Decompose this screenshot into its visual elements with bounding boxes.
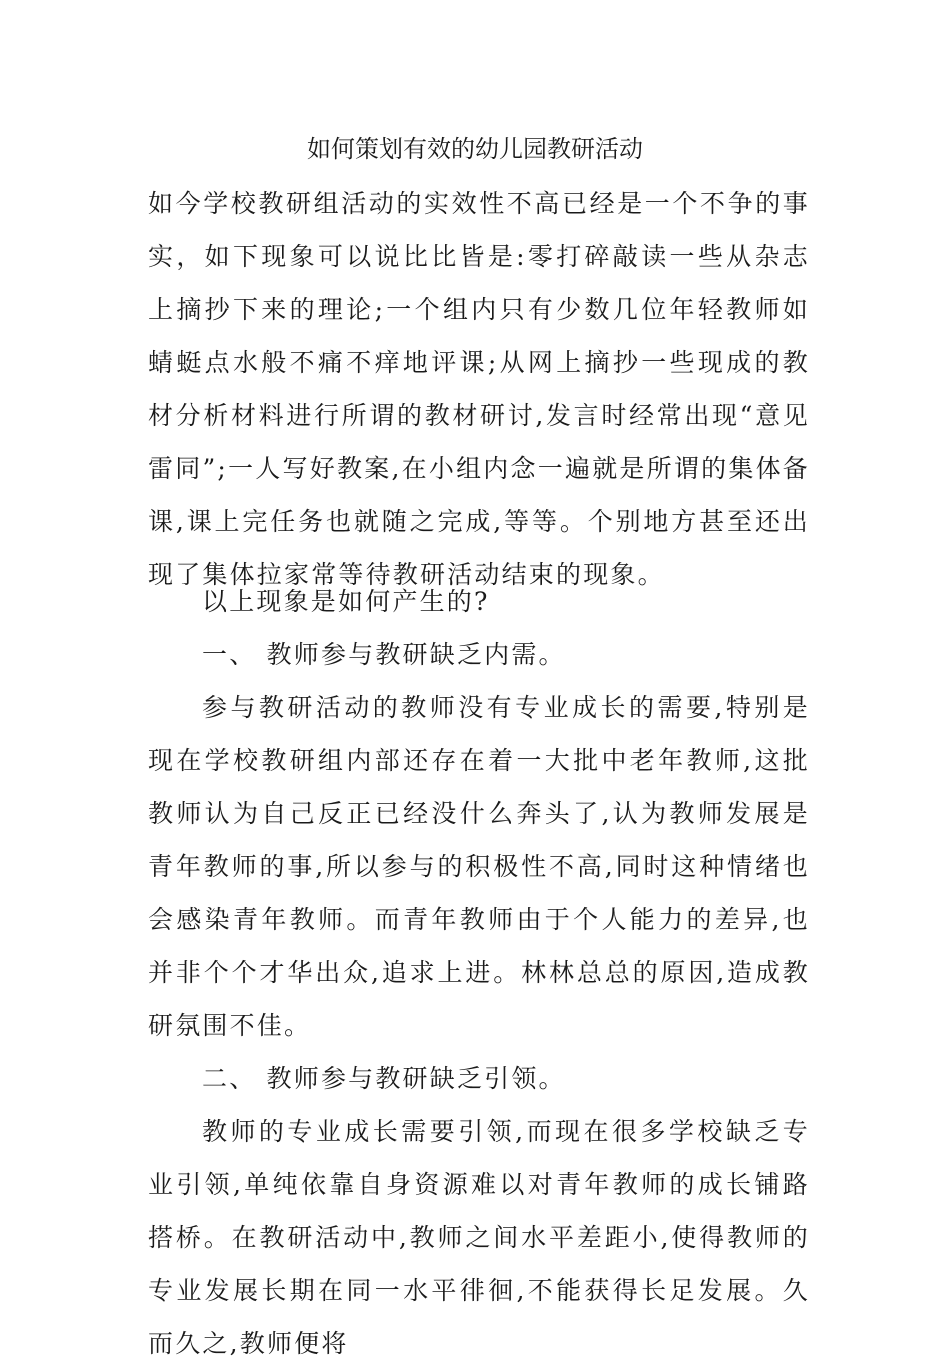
paragraph-section-2: 教师的专业成长需要引领,而现在很多学校缺乏专业引领,单纯依靠自身资源难以对青年教师的成长铺路搭桥。在教研活动中,教师之间水平差距小,使得教师的专业发展长期在同一水平徘徊,不能获得长足发展。久而久之,教师便将: [148, 1117, 810, 1358]
paragraph-section-1: 参与教研活动的教师没有专业成长的需要,特别是现在学校教研组内部还存在着一大批中老年教师,这批教师认为自己反正已经没什么奔头了,认为教师发展是青年教师的事,所以参与的积极性不高,同时这种情绪也会感染青年教师。而青年教师由于个人能力的差异,也并非个个才华出众,追求上进。林林总总的原因,造成教研氛围不佳。: [148, 693, 810, 1040]
paragraph-question: 以上现象是如何产生的?: [202, 587, 490, 616]
paragraph-intro: 如今学校教研组活动的实效性不高已经是一个不争的事实，如下现象可以说比比皆是:零打碎敲读一些从杂志上摘抄下来的理论;一个组内只有少数几位年轻教师如蜻蜓点水般不痛不痒地评课;从网上摘抄一些现成的教材分析材料进行所谓的教材研讨,发言时经常出现“意见雷同”;一人写好教案,在小组内念一遍就是所谓的集体备课,课上完任务也就随之完成,等等。个别地方甚至还出现了集体拉家常等待教研活动结束的现象。: [148, 189, 810, 589]
document-body-intro: [148, 177, 810, 601]
section-heading-1: 一、 教师参与教研缺乏内需。: [202, 640, 566, 669]
section-heading-2: 二、 教师参与教研缺乏引领。: [202, 1064, 566, 1093]
document-title: 如何策划有效的幼儿园教研活动: [307, 135, 643, 163]
document-body: [148, 575, 810, 1370]
